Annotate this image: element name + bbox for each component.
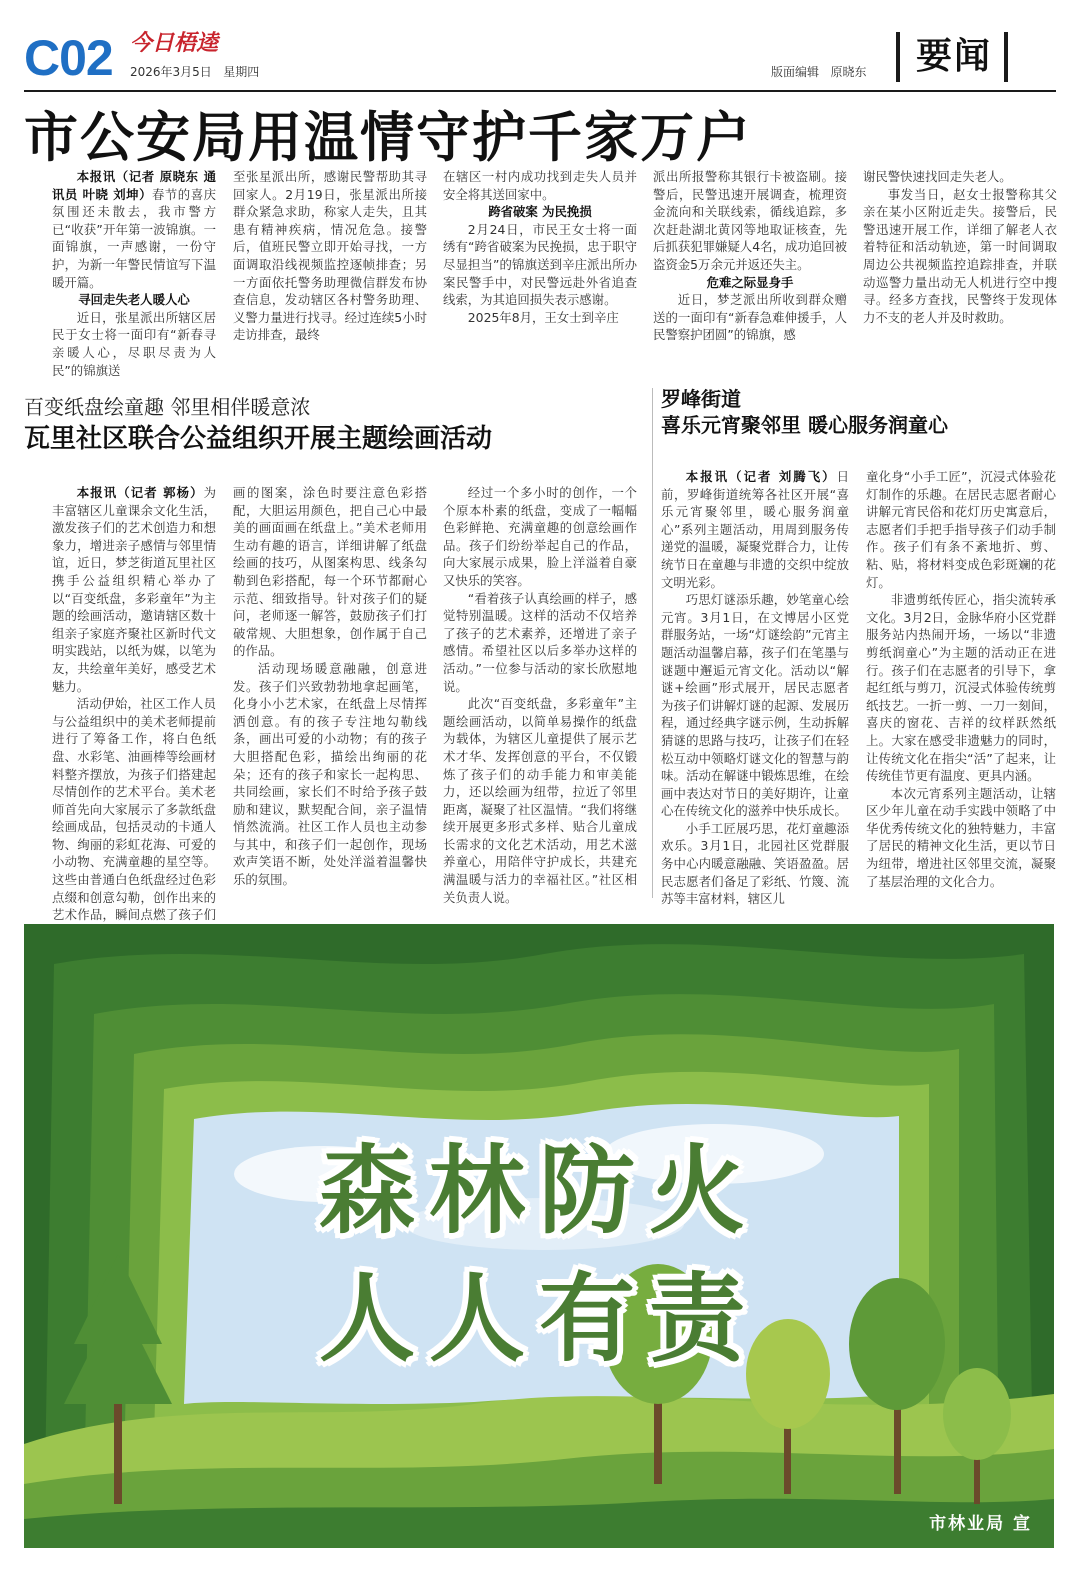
paragraph: 活动现场暖意融融，创意进发。孩子们兴致勃勃地拿起画笔，化身小小艺术家，在纸盘上尽情挥洒创意。有的孩子专注地勾勒线条，画出可爱的小动物；有的孩子大胆搭配色彩，描绘出绚丽的花朵；还有的孩子和家长一起构思、共同绘画，家长们不时给予孩子鼓励和建议，默契配合间，亲子温情悄然流淌。社区工作人员也主动参与其中，和孩子们一起创作，现场欢声笑语不断，处处洋溢着温馨快乐的氛围。 — [233, 660, 427, 888]
paragraph: 近日，梦芝派出所收到群众赠送的一面印有“新春急难伸援手，人民警察护团圆”的锦旗，感 — [653, 292, 847, 343]
paragraph: 近日，张星派出所辖区居民于女士将一面印有“新春寻亲暖人心，尽职尽责为人民”的锦旗送 — [52, 309, 216, 378]
paragraph: 活动伊始，社区工作人员与公益组织中的美术老师提前进行了筹备工作，将白色纸盘、水彩笔、油画棒等绘画材料整齐摆放，为孩子们搭建起尽情创作的艺术平台。美术老师首先向大家展示了多款纸盘绘画成品，包括灵动的卡通人物、绚丽的彩虹花海、可爱的小动物、充满童趣的星空等。这些由普通白色纸盘经过色彩点缀和创意勾勒，创作出来的艺术作品，瞬间点燃了孩子们 — [52, 696, 216, 923]
subheading: 寻回走失老人暖人心 — [78, 292, 190, 308]
byline: 本报讯（记者 原晓东 通讯员 叶晓 刘坤） — [52, 169, 216, 202]
article1-column-4 — [653, 168, 847, 360]
paragraph: 派出所报警称其银行卡被盗刷。接警后，民警迅速开展调查，梳理资金流向和关联线索，循线追踪，多次赶赴湖北黄冈等地取证核查，先后抓获犯罪嫌疑人4名，成功追回被盗资金5万余元并返还失主。 — [653, 169, 847, 272]
paragraph: 日前，罗峰街道统筹各社区开展“喜乐元宵聚邻里，暖心服务润童心”系列主题活动，用周到服务传递党的温暖，凝聚党群合力，让传统节日在童趣与非遗的交织中绽放文明光彩。 — [661, 469, 849, 590]
article3-headline-line1: 罗峰街道 — [661, 387, 741, 411]
paragraph: 巧思灯谜添乐趣，妙笔童心绘元宵。3月1日，在文博居小区党群服务站，一场“灯谜绘韵”元宵主题活动温馨启幕，孩子们在笔墨与谜题中邂逅元宵文化。活动以“解谜+绘画”形式展开，居民志愿者为孩子们讲解灯谜的起源、发展历程，通过经典字谜示例，生动拆解猜谜的思路与技巧，让孩子们在轻松互动中领略灯谜文化的智慧与韵味。活动在解谜中锻炼思维，在绘画中表达对节日的美好期许，让童心在传统文化的滋养中快乐成长。 — [661, 592, 849, 819]
article2-column-2 — [233, 484, 427, 899]
article3-column-1 — [661, 468, 849, 907]
paragraph: 画的图案，涂色时要注意色彩搭配，大胆运用颜色，把自己心中最美的画面画在纸盘上。”美术老师用生动有趣的语言，详细讲解了纸盘绘画的技巧，从图案构思、线条勾勒到色彩搭配，每一个环节都耐心示范、细致指导。针对孩子们的疑问，老师逐一解答，鼓励孩子们打破常规、大胆想象，创作属于自己的作品。 — [233, 485, 427, 659]
paragraph: 事发当日，赵女士报警称其父亲在某小区附近走失。接警后，民警迅速开展工作，详细了解老人衣着特征和活动轨迹，第一时间调取周边公共视频监控追踪排查，并联动巡警力量出动无人机进行空中搜寻。经多方查找，民警终于发现体力不支的老人并及时救助。 — [863, 186, 1057, 325]
subheading: 危难之际显身手 — [706, 274, 794, 290]
article1-column-5 — [863, 168, 1057, 360]
paragraph: 经过一个多小时的创作，一个个原本朴素的纸盘，变成了一幅幅色彩鲜艳、充满童趣的创意绘画作品。孩子们纷纷举起自己的作品，向大家展示成果，脸上洋溢着自豪又快乐的笑容。 — [443, 485, 637, 588]
section-name: 要闻 — [915, 36, 992, 77]
article3-column-2 — [866, 468, 1056, 899]
byline: 本报讯（记者 刘腾飞） — [685, 469, 837, 484]
article2-column-1 — [52, 484, 216, 923]
page-number: C02 — [24, 30, 113, 86]
paragraph: “看着孩子认真绘画的样子，感觉特别温暖。这样的活动不仅培养了孩子的艺术素养，还增进了亲子感情。希望社区以后多举办这样的活动。”一位参与活动的家长欣慰地说。 — [443, 590, 637, 694]
paragraph: 谢民警快速找回走失老人。 — [863, 169, 1012, 184]
subheading: 跨省破案 为民挽损 — [488, 204, 592, 220]
date: 2026年3月5日 — [130, 65, 212, 79]
paragraph: 此次“百变纸盘，多彩童年”主题绘画活动，以简单易操作的纸盘为载体，为辖区儿童提供了展示艺术才华、发挥创意的平台，不仅锻炼了孩子们的动手能力和审美能力，还以绘画为纽带，拉近了邻里距离，凝聚了社区温情。“我们将继续开展更多形式多样、贴合儿童成长需求的文化艺术活动，用艺术滋养童心，用陪伴守护成长，共建充满温暖与活力的幸福社区。”社区相关负责人说。 — [443, 696, 637, 905]
paragraph: 至张星派出所，感谢民警帮助其寻回家人。2月19日，张星派出所接群众紧急求助，称家人走失，且其患有精神疾病，情况危急。接警后，值班民警立即开始寻找，一方面调取沿线视频监控逐帧排查；另一方面依托警务助理微信群发布协查信息，发动辖区各村警务助理、义警力量进行找寻。经过连续5小时走访排查，最终 — [233, 169, 427, 343]
paragraph: 童化身“小手工匠”，沉浸式体验花灯制作的乐趣。在居民志愿者耐心讲解元宵民俗和花灯历史寓意后，志愿者们手把手指导孩子们动手制作。孩子们有条不紊地折、剪、粘、贴，将材料变成色彩斑斓的花灯。 — [866, 469, 1056, 590]
article1-column-3 — [443, 168, 637, 360]
article2-headline: 瓦里社区联合公益组织开展主题绘画活动 — [24, 424, 493, 454]
column-divider — [652, 388, 653, 898]
page-editor — [771, 64, 866, 80]
article1-headline: 市公安局用温情守护千家万户 — [24, 106, 752, 169]
byline: 本报讯（记者 郭杨） — [76, 485, 204, 500]
article2-kicker: 百变纸盘绘童趣 邻里相伴暖意浓 — [24, 395, 311, 419]
ad-slogan-line2: 人人有责 — [319, 1263, 759, 1375]
paragraph: 小手工匠展巧思，花灯童趣添欢乐。3月1日，北园社区党群服务中心内暖意融融、笑语盈盈。居民志愿者们备足了彩纸、竹篾、流苏等丰富材料，辖区儿 — [661, 820, 849, 907]
paragraph: 2025年8月，王女士到辛庄 — [467, 309, 619, 325]
issue-date — [130, 64, 259, 80]
forest-fire-prevention-ad — [24, 924, 1054, 1548]
article1-column-1 — [52, 168, 216, 378]
ad-credit: 市林业局 宣 — [929, 1514, 1032, 1534]
paragraph: 春节的喜庆氛围还未散去，我市警方已“收获”开年第一波锦旗。一面锦旗，一声感谢，一份守护，为新一年警民情谊写下温暖开篇。 — [52, 186, 216, 290]
paragraph: 本次元宵系列主题活动，让辖区少年儿童在动手实践中领略了中华优秀传统文化的独特魅力，丰富了居民的精神文化生活，更以节日为纽带，增进社区邻里交流，凝聚了基层治理的文化合力。 — [866, 785, 1056, 889]
article1-column-2 — [233, 168, 427, 360]
editor-label: 版面编辑 — [771, 65, 820, 79]
ad-slogan-line1: 森林防火 — [319, 1135, 759, 1247]
paragraph: 在辖区一村内成功找到走失人员并安全将其送回家中。 — [443, 169, 637, 202]
paragraph: 2月24日，市民王女士将一面绣有“跨省破案为民挽损，忠于职守尽显担当”的锦旗送到辛庄派出所办案民警手中，对民警远赴外省追查线索，为其追回损失表示感谢。 — [443, 221, 637, 308]
editor-name: 原晓东 — [830, 65, 867, 79]
weekday: 星期四 — [223, 65, 260, 79]
newspaper-name-logo: 今日梧逵 — [130, 30, 219, 56]
paragraph: 为丰富辖区儿童课余文化生活，激发孩子们的艺术创造力和想象力，增进亲子感情与邻里情谊，近日，梦芝街道瓦里社区携手公益组织精心举办了以“百变纸盘，多彩童年”为主题的绘画活动，邀请辖区数十组亲子家庭齐聚社区新时代文明实践站，以纸为媒，以笔为友，共绘童年美好，感受艺术魅力。 — [52, 485, 216, 694]
paragraph: 非遗剪纸传匠心，指尖流转承文化。3月2日，金脉华府小区党群服务站内热闹开场，一场以“非遗剪纸润童心”为主题的活动正在进行。孩子们在志愿者的引导下，拿起红纸与剪刀，沉浸式体验传统剪纸技艺。一折一剪、一刀一刻间，喜庆的窗花、吉祥的纹样跃然纸上。大家在感受非遗魅力的同时，让传统文化在指尖“活”了起来，让传统佳节更有温度、更具内涵。 — [866, 592, 1056, 784]
header-divider — [24, 90, 1056, 92]
article3-headline-line2: 喜乐元宵聚邻里 暖心服务润童心 — [661, 413, 948, 437]
article2-column-3 — [443, 484, 637, 905]
